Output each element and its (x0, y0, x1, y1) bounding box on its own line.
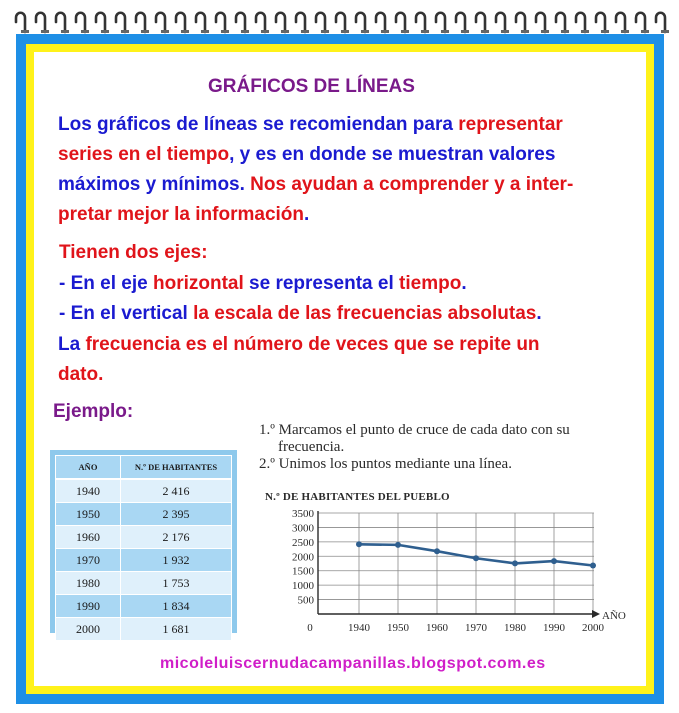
spiral-ring-icon (93, 8, 111, 34)
data-point (590, 562, 596, 568)
spiral-ring-icon (433, 8, 451, 34)
spiral-ring-icon (213, 8, 231, 34)
spiral-ring-icon (373, 8, 391, 34)
spiral-ring-icon (333, 8, 351, 34)
chart-title: N.º DE HABITANTES DEL PUEBLO (265, 491, 450, 503)
header-year: AÑO (56, 456, 121, 480)
x-tick-label: 1980 (504, 622, 526, 634)
intro-line-4: pretar mejor la información. (58, 204, 310, 225)
x-tick-label: 1950 (387, 622, 409, 634)
cell-year: 1980 (56, 572, 121, 595)
content-panel (34, 52, 646, 686)
line-chart (254, 504, 634, 640)
table-row (56, 503, 232, 526)
cell-year: 2000 (56, 618, 121, 641)
data-point (356, 541, 362, 547)
y-tick-label: 3500 (292, 508, 314, 520)
y-tick-label: 2000 (292, 551, 314, 564)
spiral-ring-icon (453, 8, 471, 34)
y-tick-label: 3000 (292, 522, 314, 535)
y-tick-label: 1000 (292, 580, 314, 593)
data-point (473, 555, 479, 561)
intro-line-3: máximos y mínimos. Nos ayudan a comprender y a inter- (58, 174, 574, 195)
data-point (512, 560, 518, 566)
header-inhabitants: N.º DE HABITANTES (121, 456, 232, 480)
spiral-ring-icon (593, 8, 611, 34)
cell-inhabitants: 2 395 (121, 503, 232, 526)
data-point (551, 558, 557, 564)
y-tick-label: 500 (297, 594, 314, 607)
spiral-ring-icon (633, 8, 651, 34)
spiral-ring-icon (273, 8, 291, 34)
table-row (56, 618, 232, 641)
step-1-continued: frecuencia. (278, 439, 345, 455)
cell-inhabitants: 1 753 (121, 572, 232, 595)
spiral-ring-icon (353, 8, 371, 34)
x-tick-label: 1960 (426, 622, 448, 634)
x-tick-label: 2000 (582, 622, 604, 634)
y-tick-label: 2500 (292, 536, 314, 549)
spiral-ring-icon (73, 8, 91, 34)
spiral-ring-icon (53, 8, 71, 34)
spiral-ring-icon (533, 8, 551, 34)
page-title: GRÁFICOS DE LÍNEAS (208, 76, 415, 97)
spiral-ring-icon (173, 8, 191, 34)
axes-line-3: - En el vertical la escala de las frecuencias absolutas. (59, 303, 542, 324)
origin-label: 0 (307, 622, 313, 634)
data-point (434, 548, 440, 554)
spiral-ring-icon (413, 8, 431, 34)
table-header-row (56, 456, 232, 480)
steps-block (259, 422, 570, 473)
spiral-ring-icon (253, 8, 271, 34)
table-row (56, 595, 232, 618)
spiral-ring-icon (233, 8, 251, 34)
table-row (56, 526, 232, 549)
cell-inhabitants: 2 176 (121, 526, 232, 549)
spiral-ring-icon (13, 8, 31, 34)
x-axis-arrow-icon (592, 610, 600, 618)
spiral-ring-icon (153, 8, 171, 34)
cell-year: 1950 (56, 503, 121, 526)
spiral-ring-icon (33, 8, 51, 34)
step-1: 1.º Marcamos el punto de cruce de cada dato con su (259, 422, 570, 438)
footer-url: micoleluiscernudacampanillas.blogspot.com.es (160, 655, 546, 672)
data-point (395, 542, 401, 548)
axes-line-1: Tienen dos ejes: (59, 242, 208, 263)
table-row (56, 479, 232, 503)
cell-year: 1970 (56, 549, 121, 572)
table-row (56, 549, 232, 572)
axes-line-2: - En el eje horizontal se representa el tiempo. (59, 273, 467, 294)
spiral-ring-icon (653, 8, 671, 34)
spiral-ring-icon (133, 8, 151, 34)
step-2: 2.º Unimos los puntos mediante una línea. (259, 456, 512, 472)
axes-line-5: dato. (58, 364, 104, 385)
cell-inhabitants: 2 416 (121, 479, 232, 503)
spiral-ring-icon (573, 8, 591, 34)
example-label: Ejemplo: (53, 401, 134, 422)
spiral-ring-icon (613, 8, 631, 34)
table-row (56, 572, 232, 595)
cell-year: 1990 (56, 595, 121, 618)
cell-year: 1960 (56, 526, 121, 549)
spiral-ring-icon (473, 8, 491, 34)
spiral-ring-icon (553, 8, 571, 34)
data-table (55, 455, 232, 641)
y-tick-label: 1500 (292, 565, 314, 578)
cell-year: 1940 (56, 479, 121, 503)
x-tick-label: 1940 (348, 622, 370, 634)
cell-inhabitants: 1 834 (121, 595, 232, 618)
spiral-ring-icon (193, 8, 211, 34)
spiral-ring-icon (513, 8, 531, 34)
data-table-panel (50, 450, 237, 636)
spiral-ring-icon (393, 8, 411, 34)
cell-inhabitants: 1 681 (121, 618, 232, 641)
cell-inhabitants: 1 932 (121, 549, 232, 572)
spiral-ring-icon (313, 8, 331, 34)
x-tick-label: 1990 (543, 622, 565, 634)
spiral-ring-icon (113, 8, 131, 34)
intro-line-2: series en el tiempo, y es en donde se muestran valores (58, 144, 556, 165)
spiral-ring-icon (493, 8, 511, 34)
spiral-ring-icon (293, 8, 311, 34)
axes-line-4: La frecuencia es el número de veces que se repite un (58, 334, 540, 355)
x-tick-label: 1970 (465, 622, 487, 634)
intro-line-1: Los gráficos de líneas se recomiendan para representar (58, 114, 563, 135)
table-body (56, 479, 232, 641)
x-axis-label: AÑO (602, 610, 626, 622)
